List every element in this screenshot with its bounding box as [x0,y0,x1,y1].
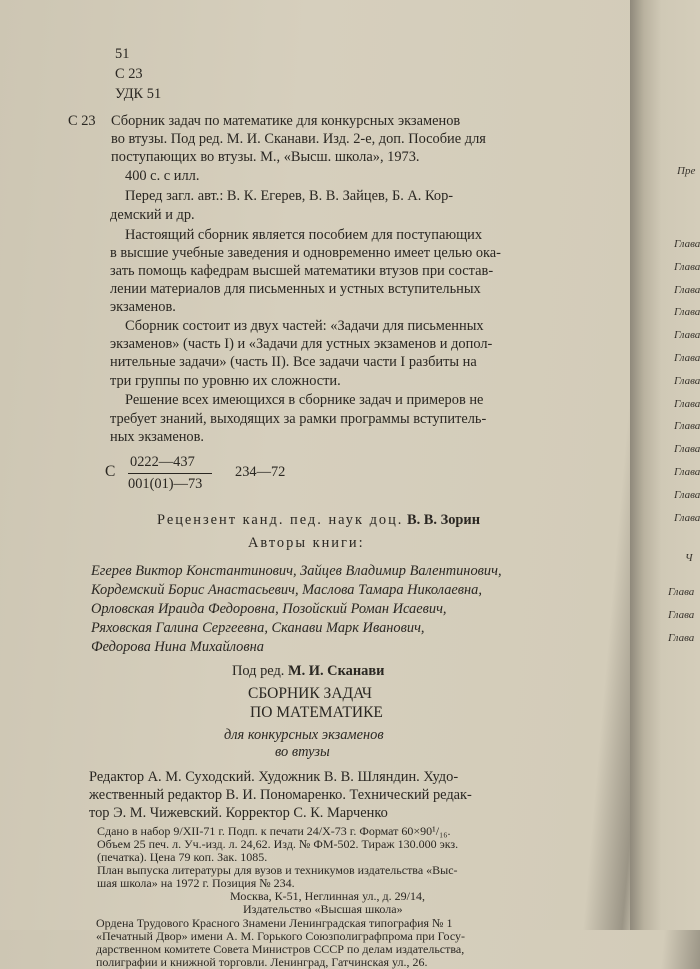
imprint-line: Издательство «Высшая школа» [243,902,403,916]
catalog-line: экзаменов. [110,299,176,315]
imprint-line: План выпуска литературы для вузов и техникумов издательства «Выс- [97,863,458,877]
catalog-line: во втузы. Под ред. М. И. Сканави. Изд. 2-е, доп. Пособие для [111,131,486,147]
code-denominator: 001(01)—73 [128,476,203,492]
next-page-item2: Глава [668,609,695,621]
catalog-line: Решение всех имеющихся в сборнике задач и примеров не [125,392,484,408]
reviewer-label: Рецензент канд. пед. наук доц. [157,512,404,528]
authors-heading: Авторы книги: [248,535,365,551]
catalog-line: демский и др. [110,207,195,223]
catalog-line: в высшие учебные заведения и одновременно имеет целью ока- [110,245,501,261]
editor-label: Под ред. [232,663,285,679]
catalog-line: экзаменов» (часть I) и «Задачи для устных экзаменов и допол- [110,336,493,352]
book-title-line2: ПО МАТЕМАТИКЕ [250,704,383,721]
catalog-line: зать помощь кафедрам высшей математики втузов при состав- [110,263,494,279]
next-page-item: Глава [674,306,700,318]
next-page-item: Глава [674,420,700,432]
next-page-item2: Глава [668,632,695,644]
catalog-line: три группы по уровню их сложности. [110,373,341,389]
book-subtitle: для конкурсных экзаменов [224,727,384,743]
catalog-line: поступающих во втузы. М., «Высш. школа», 1973. [111,149,420,165]
printer-line: полиграфии и книжной торговли. Ленинград, Гатчинская ул., 26. [96,955,428,969]
next-page-item: Глава [674,489,700,501]
next-page-item: Глава [674,512,700,524]
next-page-item: Глава [674,352,700,364]
imprint-line: Объем 25 печ. л. Уч.-изд. л. 24,62. Изд. № ФМ-502. Тираж 130.000 экз. [97,837,459,851]
author-line: Орловская Ираида Федоровна, Позойский Роман Исаевич, [91,601,447,617]
catalog-line: лении материалов для письменных и устных вступительных [110,281,481,297]
next-page-mid: Ч [685,552,693,564]
imprint-line: Москва, К-51, Неглинная ул., д. 29/14, [230,889,425,903]
index-code: С 23 [115,66,143,82]
next-page-item: Глава [674,466,700,478]
next-page-item: Глава [674,238,700,250]
udk-code: УДК 51 [115,86,162,102]
reviewer-name: В. В. Зорин [407,512,480,528]
author-line: Егерев Виктор Константинович, Зайцев Владимир Валентинович, [91,563,502,579]
code-letter: С [105,463,116,480]
code-numerator: 0222—437 [130,454,195,470]
credits-line: тор Э. М. Чижевский. Корректор С. К. Марченко [89,805,388,821]
imprint-line: шая школа» на 1972 г. Позиция № 234. [97,876,295,890]
class-code: 51 [115,46,130,62]
catalog-line: Перед загл. авт.: В. К. Егерев, В. В. Зайцев, Б. А. Кор- [125,188,454,204]
book-title: СБОРНИК ЗАДАЧ [248,685,372,702]
printer-line: дарственном комитете Совета Министров СССР по делам издательства, [96,942,465,956]
credits-line: Редактор А. М. Суходский. Художник В. В. Шляндин. Худо- [89,769,459,785]
fraction-bar [128,473,212,474]
next-page-item: Глава [674,261,700,273]
catalog-line: 400 с. с илл. [125,168,200,184]
author-line: Кордемский Борис Анастасьевич, Маслова Тамара Николаевна, [91,582,482,598]
next-page-edge [630,0,700,930]
next-page-top: Пре [677,165,696,177]
next-page-item: Глава [674,398,700,410]
catalog-line: Настоящий сборник является пособием для поступающих [125,227,483,243]
author-line: Федорова Нина Михайловна [91,639,264,655]
imprint-line: (печатка). Цена 79 коп. Зак. 1085. [97,850,268,864]
code-fraction [128,454,224,494]
catalog-line: Сборник состоит из двух частей: «Задачи для письменных [125,318,484,334]
catalog-line: Сборник задач по математике для конкурсных экзаменов [111,113,461,129]
catalog-line: нительные задачи» (часть II). Все задачи части I разбиты на [110,354,477,370]
printer-line: «Печатный Двор» имени А. М. Горького Союзполиграфпрома при Госу- [96,929,466,943]
next-page-item: Глава [674,329,700,341]
next-page-item: Глава [674,375,700,387]
book-subtitle-line2: во втузы [275,744,330,760]
printer-line: Ордена Трудового Красного Знамени Ленинградская типография № 1 [96,916,453,930]
editor-line [232,663,384,679]
author-line: Ряховская Галина Сергеевна, Сканави Марк Иванович, [91,620,425,636]
credits-line: жественный редактор В. И. Пономаренко. Технический редак- [89,787,472,803]
next-page-item: Глава [674,284,700,296]
editor-name: М. И. Сканави [288,663,385,679]
catalog-line: требует знаний, выходящих за рамки программы вступитель- [110,411,487,427]
code-suffix: 234—72 [235,464,286,480]
catalog-line: ных экзаменов. [110,429,204,445]
reviewer-line [157,512,480,528]
catalog-index: С 23 [68,113,96,129]
imprint-line: Сдано в набор 9/XII-71 г. Подп. к печати 24/X-73 г. Формат 60×90¹/₁₆. [97,824,451,838]
next-page-item: Глава [674,443,700,455]
next-page-item2: Глава [668,586,695,598]
